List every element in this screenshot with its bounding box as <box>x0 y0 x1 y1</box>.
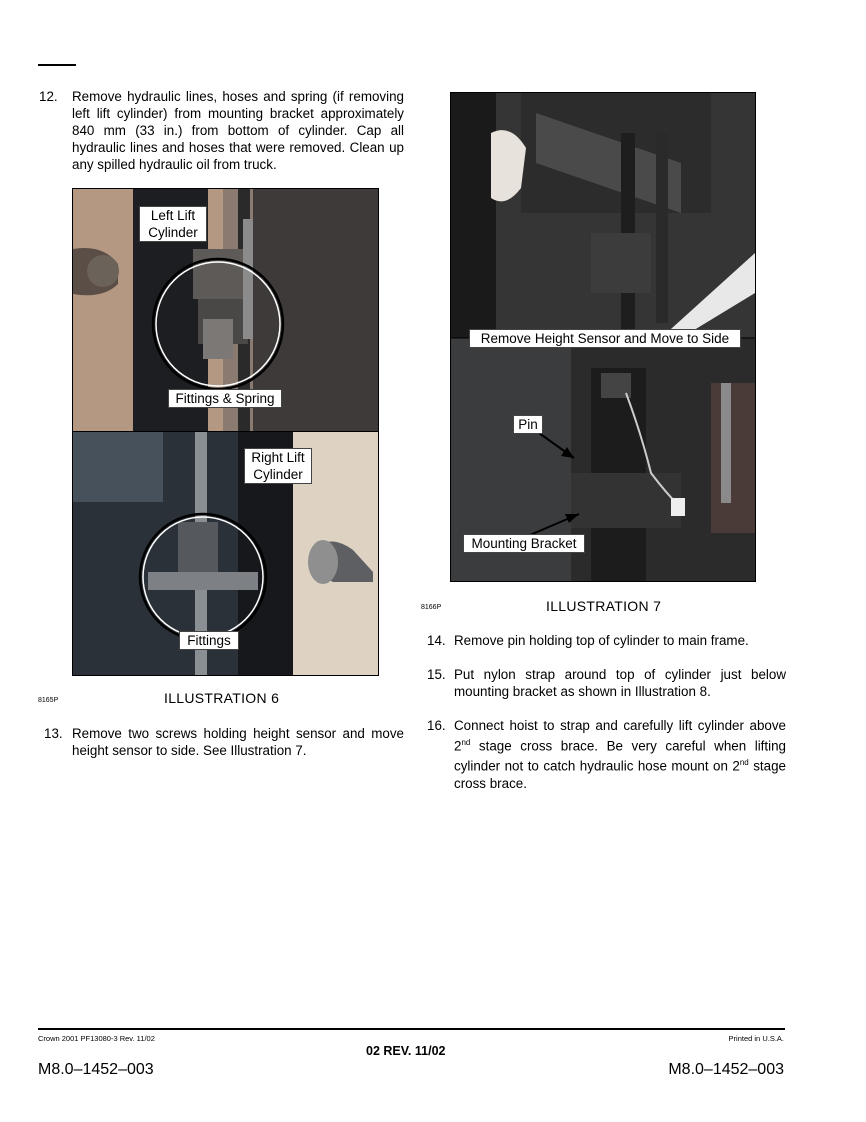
illustration-6-id: 8165P <box>38 697 59 704</box>
step-text <box>454 717 786 792</box>
callout-pin: Pin <box>513 415 543 434</box>
step-number: 14. <box>427 633 446 648</box>
step-15 <box>427 666 787 702</box>
callout-fittings: Fittings <box>179 631 239 650</box>
step-14 <box>427 632 787 650</box>
callout-left-lift-cylinder <box>139 206 207 242</box>
footer-rule <box>38 1028 785 1030</box>
step-number: 12. <box>39 89 58 104</box>
illustration-6-photo-top <box>72 188 379 433</box>
footer-doc-number-right: M8.0–1452–003 <box>668 1061 784 1078</box>
header-rule <box>38 64 76 66</box>
text-part: stage cross brace. Be very careful when lifting cylinder not to catch hydraulic hose mount on 2 <box>454 738 786 774</box>
text-part: Connect hoist to strap and carefully lift cylinder above 2 <box>454 718 786 754</box>
footer-doc-number-left: M8.0–1452–003 <box>38 1061 154 1078</box>
step-number: 16. <box>427 718 446 733</box>
callout-mounting-bracket: Mounting Bracket <box>463 534 585 553</box>
step-16 <box>427 717 787 791</box>
step-number: 15. <box>427 667 446 682</box>
footer-revision: 02 REV. 11/02 <box>366 1044 446 1058</box>
illustration-7-id: 8166P <box>421 604 442 611</box>
callout-line: Right Lift <box>251 450 305 465</box>
ordinal-suffix: nd <box>461 738 471 747</box>
illustration-6-caption: ILLUSTRATION 6 <box>164 690 280 706</box>
callout-line: Left Lift <box>150 208 196 223</box>
illustration-7-photo <box>450 92 756 582</box>
step-text: Remove pin holding top of cylinder to main frame. <box>454 633 749 648</box>
ordinal-suffix: nd <box>739 758 749 768</box>
step-13 <box>44 725 404 761</box>
step-text: Put nylon strap around top of cylinder just below mounting bracket as shown in Illustration 8. <box>454 667 786 699</box>
footer-printed: Printed in U.S.A. <box>728 1034 784 1043</box>
step-number: 13. <box>44 726 63 741</box>
step-12 <box>39 88 404 174</box>
step-text: Remove hydraulic lines, hoses and spring (if removing left lift cylinder) from mounting bracket approximately 840 mm (33 in.) from bottom of cylinder. Cap all hydraulic lines and hoses that were removed. Clean up any spilled hydraulic oil from truck. <box>72 89 404 172</box>
illustration-7-caption: ILLUSTRATION 7 <box>546 598 662 614</box>
step-text: Remove two screws holding height sensor and move height sensor to side. See Illustration 7. <box>72 726 404 758</box>
callout-remove-height-sensor: Remove Height Sensor and Move to Side <box>469 329 741 348</box>
callout-line: Cylinder <box>148 225 198 240</box>
footer-copyright: Crown 2001 PF13080-3 Rev. 11/02 <box>38 1034 155 1043</box>
illustration-6-photo-bottom <box>72 431 379 676</box>
callout-right-lift-cylinder <box>244 448 312 484</box>
callout-fittings-spring: Fittings & Spring <box>168 389 282 408</box>
text-part: stage cross brace. <box>454 758 786 791</box>
callout-line: Cylinder <box>253 467 303 482</box>
